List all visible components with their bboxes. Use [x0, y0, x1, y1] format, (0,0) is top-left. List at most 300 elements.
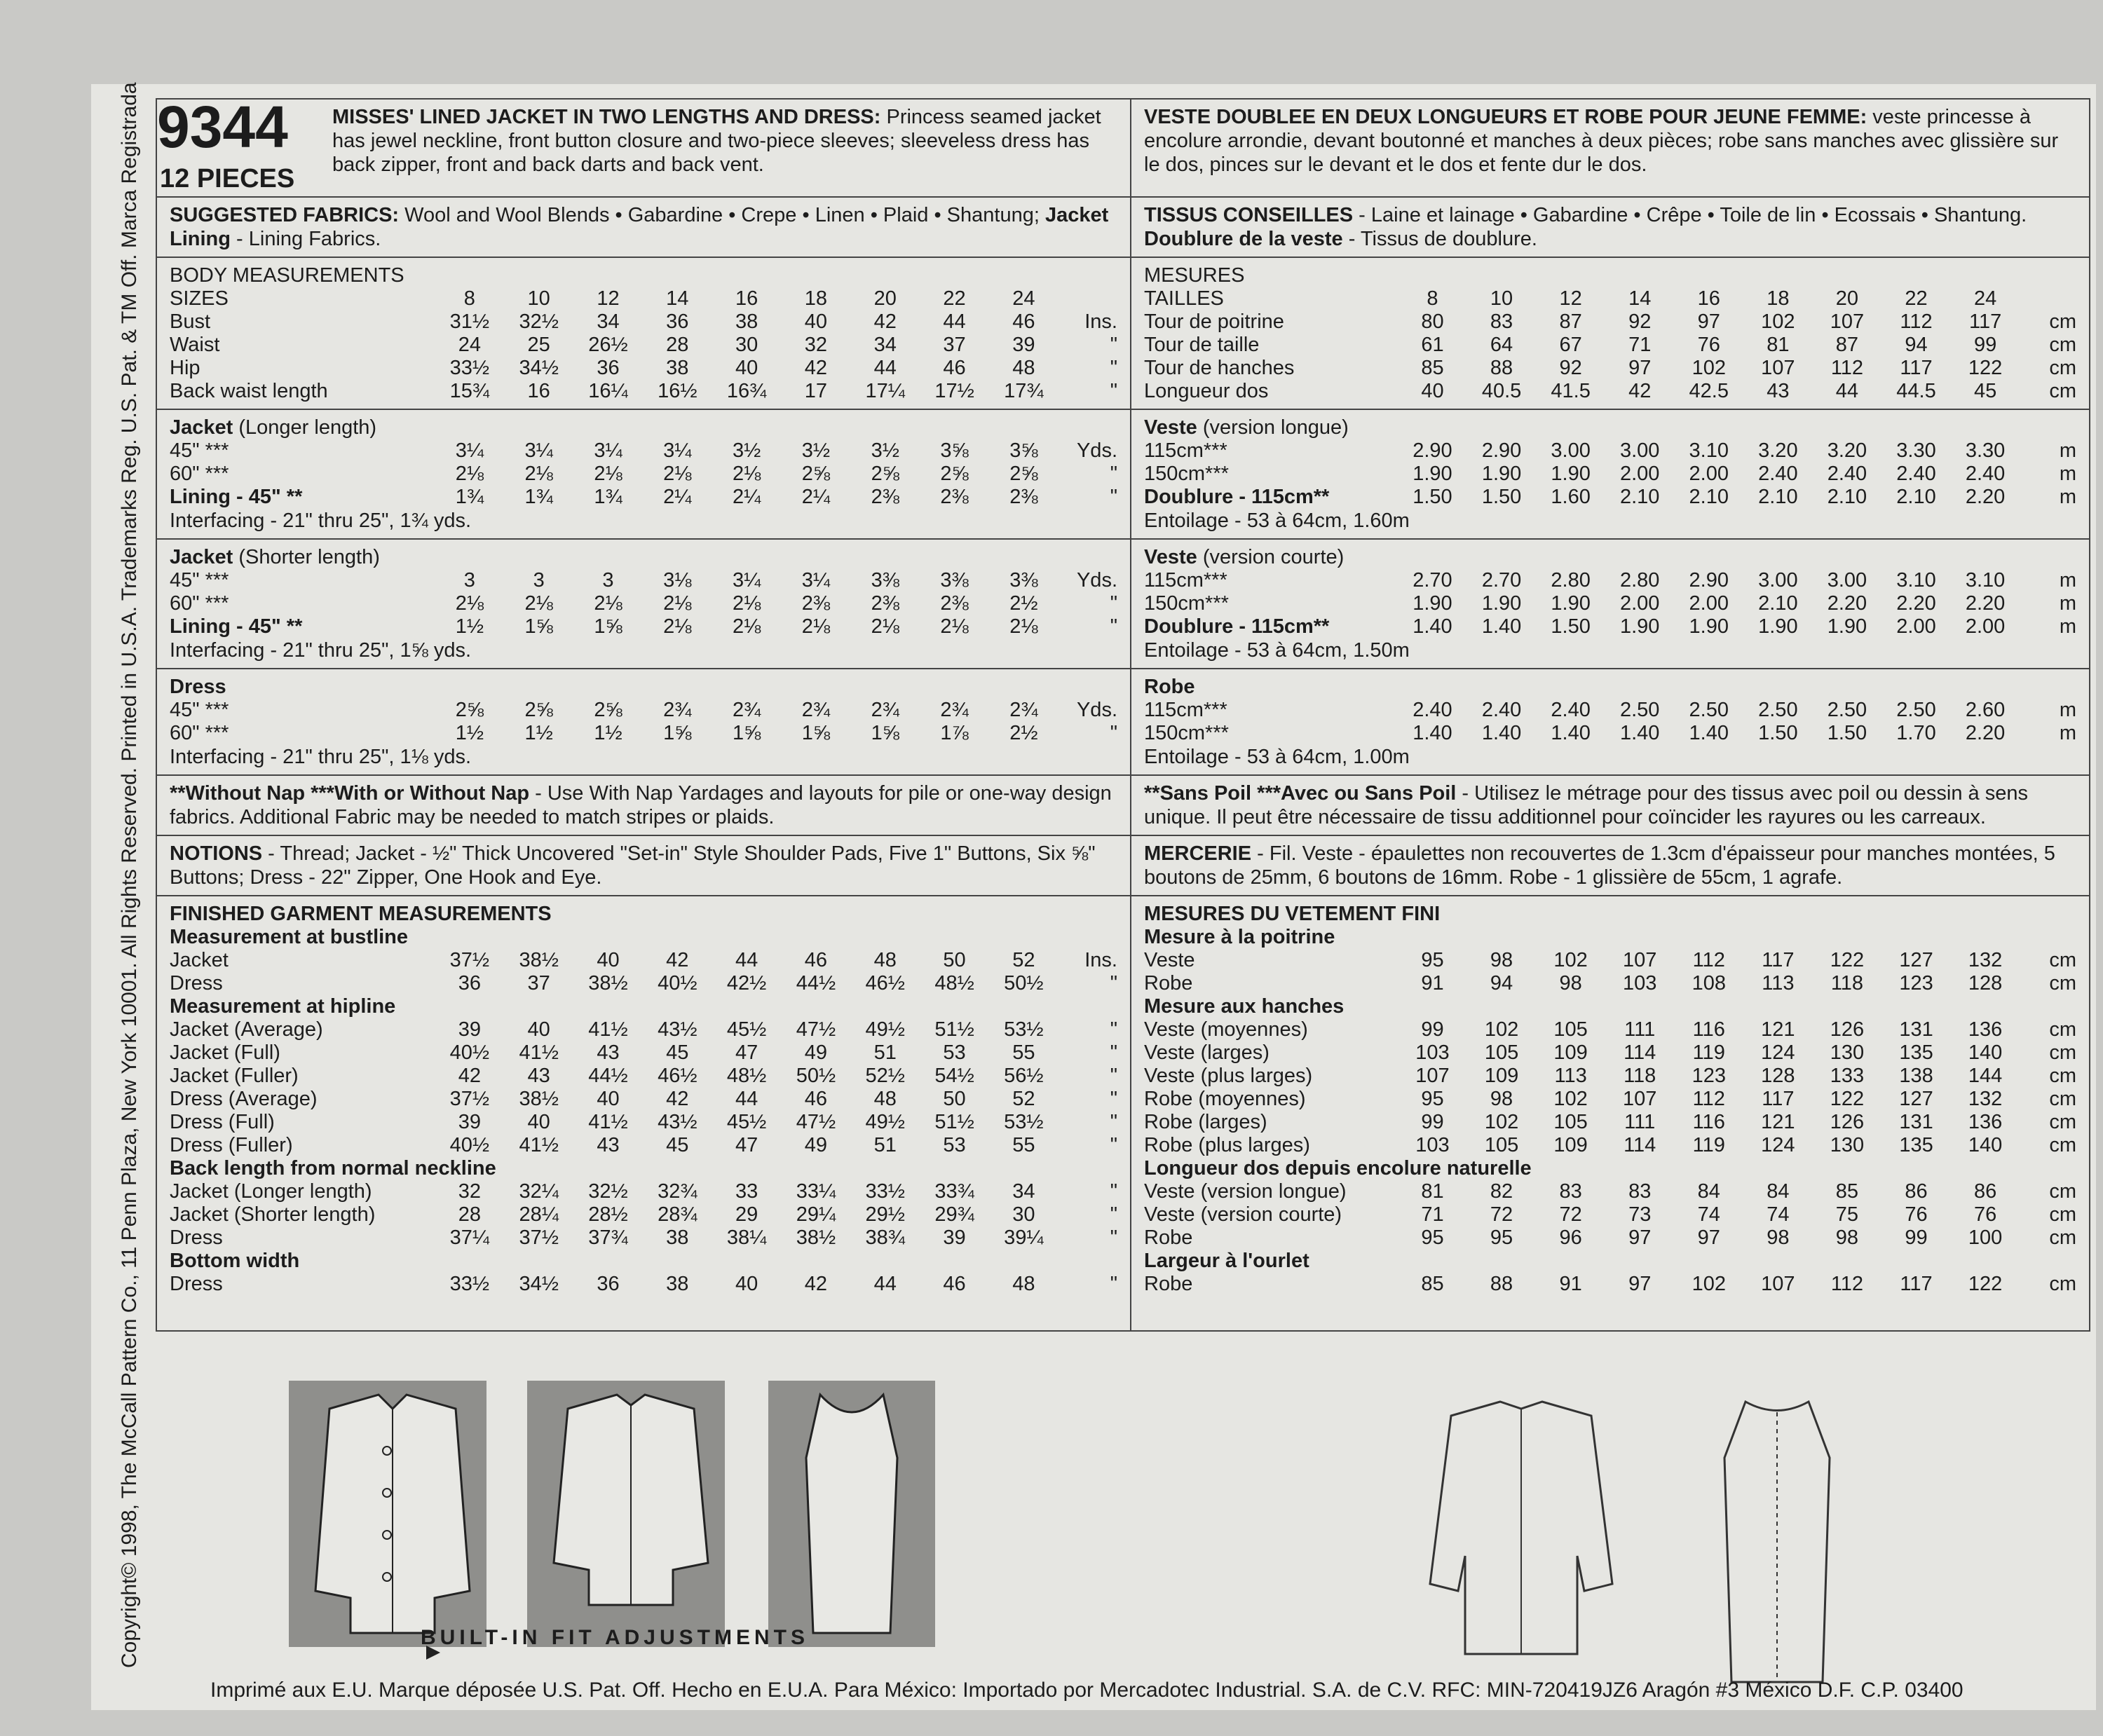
row-label: Waist — [170, 334, 220, 356]
cell: 99 — [1421, 1111, 1444, 1133]
cell: 42 — [1628, 380, 1652, 402]
cell: 2⅝ — [940, 463, 969, 485]
pieces-count: 12 PIECES — [160, 164, 295, 193]
cell: 2.00 — [1619, 463, 1660, 485]
cell: 88 — [1490, 1273, 1513, 1295]
cell: 38½ — [519, 1088, 559, 1110]
cell: 2.10 — [1758, 592, 1798, 615]
cell: 37 — [527, 972, 550, 995]
robe-table — [1144, 699, 2076, 745]
cell: 76 — [1697, 334, 1720, 356]
cell: cm — [2049, 1111, 2076, 1133]
cell: 131 — [1899, 1018, 1933, 1041]
cell: 1½ — [455, 615, 484, 638]
cell: 94 — [1905, 334, 1928, 356]
cell: 46 — [943, 357, 966, 379]
cell: 72 — [1559, 1203, 1582, 1226]
cell: 32 — [804, 334, 828, 356]
group-title-row — [1144, 1157, 2076, 1180]
table-row — [170, 334, 1117, 357]
cell: 105 — [1553, 1018, 1588, 1041]
cell: 38 — [666, 1226, 689, 1249]
table-row — [1144, 380, 2076, 403]
cell: 3¼ — [801, 569, 831, 592]
cell: 46 — [1012, 310, 1035, 333]
veste-sub: (version courte) — [1197, 546, 1345, 568]
cell: 28½ — [588, 1203, 628, 1226]
jacket-sub: (Shorter length) — [233, 546, 380, 568]
cell: 2⅛ — [455, 592, 484, 615]
cell: 17½ — [934, 380, 974, 402]
row-label: Jacket (Longer length) — [170, 1180, 372, 1203]
cell: 34½ — [519, 1273, 559, 1295]
suggested-fabrics — [157, 198, 1130, 258]
cell: " — [1110, 1180, 1117, 1203]
cell: 2.80 — [1551, 569, 1591, 592]
row-label: Back waist length — [170, 380, 328, 402]
finished-garment-measurements-fr — [1131, 896, 2089, 1301]
cell: 44 — [735, 949, 758, 971]
pattern-description — [332, 105, 1117, 177]
cell: 1.50 — [1827, 722, 1867, 744]
cell: 1¾ — [455, 486, 484, 508]
cell: 2⅝ — [594, 699, 622, 721]
table-row — [1144, 1041, 2076, 1065]
cell: 10 — [527, 287, 550, 310]
cell: 37 — [943, 334, 966, 356]
cell: " — [1110, 1088, 1117, 1110]
cell: 51 — [873, 1134, 897, 1156]
table-row — [170, 972, 1117, 995]
cell: 2⅜ — [801, 592, 831, 615]
cell: 42 — [666, 949, 689, 971]
cell: m — [2059, 463, 2076, 485]
table-row — [170, 380, 1117, 403]
table-row — [170, 699, 1117, 722]
nap-note-fr — [1131, 776, 2089, 836]
cell: 44 — [735, 1088, 758, 1110]
group-title: Longueur dos depuis encolure naturelle — [1144, 1157, 1532, 1180]
table-row — [170, 310, 1117, 334]
jacket-longer-table — [170, 439, 1117, 509]
cell: cm — [2049, 1226, 2076, 1249]
table-row — [1144, 1088, 2076, 1111]
cell: 85 — [1421, 1273, 1444, 1295]
nap-text: - Use With Nap Yardages and layouts for pile or one-way design fabrics. Additional Fabric may be needed to match stripes or plaids. — [170, 782, 1112, 828]
cell: 44½ — [796, 972, 836, 995]
cell: 2¾ — [732, 699, 761, 721]
cell: 24 — [1012, 287, 1035, 310]
cell: 44.5 — [1896, 380, 1936, 402]
cell: 108 — [1692, 972, 1726, 995]
row-label: Robe (plus larges) — [1144, 1134, 1310, 1156]
cell: 41½ — [519, 1041, 559, 1064]
cell: 2⅝ — [871, 463, 899, 485]
cell: 102 — [1553, 949, 1588, 971]
table-row — [170, 486, 1117, 509]
cell: 84 — [1697, 1180, 1720, 1203]
table-row — [170, 1134, 1117, 1157]
cell: 40 — [527, 1111, 550, 1133]
cell: 17 — [804, 380, 828, 402]
cell: 98 — [1490, 1088, 1513, 1110]
cell: 122 — [1968, 1273, 2003, 1295]
finished-title: MESURES DU VETEMENT FINI — [1144, 903, 1441, 925]
cell: 2⅛ — [663, 592, 692, 615]
jacket-line-drawing — [1430, 1402, 1612, 1654]
cell: 2⅛ — [940, 615, 969, 638]
cell: 2.40 — [1965, 463, 2006, 485]
cell — [2020, 287, 2076, 310]
cell: 113 — [1762, 972, 1795, 995]
cell: cm — [2049, 357, 2076, 379]
cell: 1⅝ — [663, 722, 692, 744]
cell: 99 — [1905, 1226, 1928, 1249]
table-row — [1144, 439, 2076, 463]
interfacing-note: Interfacing - 21" thru 25", 1⅝ yds. — [170, 639, 472, 662]
row-label: Lining - 45" ** — [170, 615, 303, 638]
cell: " — [1110, 1041, 1117, 1064]
jacket-longer-yardage — [157, 410, 1130, 540]
veste-label: Veste — [1144, 416, 1197, 439]
cell: 132 — [1968, 949, 2003, 971]
cell: 53½ — [1004, 1111, 1044, 1133]
row-label: Veste — [1144, 949, 1195, 971]
lining-text: - Lining Fabrics. — [230, 228, 381, 250]
cell: 81 — [1421, 1180, 1444, 1203]
cell: 1.40 — [1551, 722, 1591, 744]
cell: 97 — [1628, 1226, 1652, 1249]
row-label: 115cm*** — [1144, 569, 1227, 592]
cell: 37½ — [449, 949, 490, 971]
cell: 2.50 — [1896, 699, 1936, 721]
cell: 41½ — [519, 1134, 559, 1156]
table-row — [1144, 1111, 2076, 1134]
cell: 1.40 — [1481, 615, 1522, 638]
cell: 48½ — [934, 972, 974, 995]
entoilage-note: Entoilage - 53 à 64cm, 1.00m — [1144, 746, 1410, 768]
cell: 2¼ — [801, 486, 831, 508]
cell: 98 — [1835, 1226, 1859, 1249]
cell: 2⅛ — [732, 615, 761, 638]
table-row — [170, 1203, 1117, 1226]
cell: 127 — [1899, 1088, 1933, 1110]
row-label: Jacket (Full) — [170, 1041, 280, 1064]
cell: 41½ — [588, 1018, 628, 1041]
cell: 49 — [804, 1041, 828, 1064]
cell: 1¾ — [594, 486, 622, 508]
cell: 50 — [943, 949, 966, 971]
jacket-shorter-title — [170, 545, 1117, 569]
cell: " — [1110, 1111, 1117, 1133]
cell: 83 — [1559, 1180, 1582, 1203]
finished-title: FINISHED GARMENT MEASUREMENTS — [170, 903, 552, 925]
cell: 42 — [666, 1088, 689, 1110]
cell: 1⅝ — [594, 615, 622, 638]
interfacing-note: Interfacing - 21" thru 25", 1⅛ yds. — [170, 746, 472, 768]
cell: 3 — [602, 569, 614, 592]
cell: 1.90 — [1689, 615, 1729, 638]
cell: 111 — [1624, 1111, 1656, 1133]
table-row — [1144, 569, 2076, 592]
cell: 39 — [1012, 334, 1035, 356]
cell: 46 — [943, 1273, 966, 1295]
cell: 98 — [1767, 1226, 1790, 1249]
cell: 2⅛ — [663, 463, 692, 485]
row-label: Robe (larges) — [1144, 1111, 1267, 1133]
cell: 29¼ — [796, 1203, 836, 1226]
cell: 76 — [1905, 1203, 1928, 1226]
cell: 12 — [1559, 287, 1582, 310]
cell: 102 — [1692, 357, 1726, 379]
cell: 102 — [1484, 1018, 1519, 1041]
cell: Yds. — [1076, 699, 1117, 721]
cell: 131 — [1899, 1111, 1933, 1133]
cell: 2⅛ — [455, 463, 484, 485]
cell: 107 — [1761, 1273, 1795, 1295]
cell: 84 — [1767, 1180, 1790, 1203]
cell: 18 — [804, 287, 828, 310]
cell: 112 — [1692, 949, 1725, 971]
cell: 100 — [1968, 1226, 2003, 1249]
cell: 49½ — [865, 1111, 905, 1133]
cell: 91 — [1421, 972, 1444, 995]
cell: 2.50 — [1689, 699, 1729, 721]
sizes-row — [1144, 287, 2076, 310]
cell: 86 — [1905, 1180, 1928, 1203]
group-title-row — [1144, 926, 2076, 949]
table-row — [170, 615, 1117, 638]
cell: " — [1110, 1273, 1117, 1295]
cell: Yds. — [1076, 569, 1117, 592]
cell: 50½ — [796, 1065, 836, 1087]
cell: 12 — [597, 287, 620, 310]
row-label: Veste (version longue) — [1144, 1180, 1347, 1203]
nap-label: **Without Nap ***With or Without Nap — [170, 782, 530, 805]
group-title: Measurement at bustline — [170, 926, 409, 948]
cell: 87 — [1835, 334, 1859, 356]
cell: 64 — [1490, 334, 1513, 356]
cell: 99 — [1973, 334, 1997, 356]
cell: 2.50 — [1619, 699, 1660, 721]
english-panel — [156, 94, 1131, 1332]
cell: 38½ — [519, 949, 559, 971]
robe-yardage — [1131, 669, 2089, 776]
group-title-row — [170, 995, 1117, 1018]
jacket-shorter-table — [170, 569, 1117, 638]
cell: 3.00 — [1758, 569, 1798, 592]
cell: 102 — [1692, 1273, 1726, 1295]
cell: 3⅜ — [1009, 569, 1038, 592]
body-measurements-title: MESURES — [1144, 264, 1245, 287]
cell: 29½ — [865, 1203, 905, 1226]
table-row — [1144, 1065, 2076, 1088]
cell: 2⅜ — [940, 486, 969, 508]
row-label: 60" *** — [170, 592, 229, 615]
table-row — [170, 439, 1117, 463]
cell: 3.10 — [1689, 439, 1729, 462]
cell: 43 — [527, 1065, 550, 1087]
cell: 40 — [735, 357, 758, 379]
cell: 107 — [1623, 949, 1657, 971]
cell: 97 — [1697, 310, 1720, 333]
cell: 117 — [1900, 357, 1933, 379]
jacket-shorter-yardage — [157, 540, 1130, 669]
cell: 2.00 — [1965, 615, 2006, 638]
cell: 3.10 — [1965, 569, 2006, 592]
cell: 2⅛ — [663, 615, 692, 638]
cell: 2⅛ — [732, 592, 761, 615]
cell: " — [1110, 972, 1117, 995]
cell: 1.40 — [1413, 615, 1452, 638]
cell: 80 — [1421, 310, 1444, 333]
cell: cm — [2049, 1088, 2076, 1110]
cell: 41½ — [588, 1111, 628, 1133]
cell: cm — [2049, 1203, 2076, 1226]
cell: 112 — [1900, 310, 1933, 333]
cell: 31½ — [449, 310, 490, 333]
veste-label: Veste — [1144, 546, 1197, 568]
notions-text: - Thread; Jacket - ½" Thick Uncovered "Set-in" Style Shoulder Pads, Five 1" Buttons, Six ⅝" Buttons; Dress - 22" Zipper, One Hook and Eye. — [170, 842, 1096, 889]
finished-table — [170, 926, 1117, 1296]
cell: Yds. — [1076, 439, 1117, 462]
cell: 61 — [1421, 334, 1444, 356]
row-label: Jacket — [170, 949, 229, 971]
row-label: Robe — [1144, 1226, 1193, 1249]
title-rest: veste princesse à encolure arrondie, devant boutonné et manches à deux pièces; robe sans manches avec glissière sur le dos, pinces sur le devant et le dos et fente dur le dos. — [1144, 106, 2059, 176]
cell: 20 — [873, 287, 897, 310]
cell: 1.50 — [1758, 722, 1798, 744]
cell: 53½ — [1004, 1018, 1044, 1041]
table-row — [1144, 310, 2076, 334]
nap-note — [157, 776, 1130, 836]
table-row — [1144, 615, 2076, 638]
cell: 38 — [666, 357, 689, 379]
cell: 109 — [1553, 1041, 1588, 1064]
cell: 32¾ — [658, 1180, 697, 1203]
cell: 3.30 — [1896, 439, 1936, 462]
cell: 1.40 — [1689, 722, 1729, 744]
cell: 39 — [458, 1111, 481, 1133]
notions-text: - Fil. Veste - épaulettes non recouvertes de 1.3cm d'épaisseur pour manches montées, 5 boutons de 25mm, 6 boutons de 16mm. Robe - 1 glissière de 55cm, 1 agrafe. — [1144, 842, 2055, 889]
cell: Ins. — [1084, 949, 1117, 971]
cell: 116 — [1692, 1111, 1725, 1133]
cell: 105 — [1484, 1134, 1519, 1156]
cell: 1½ — [455, 722, 484, 744]
cell: 3⅝ — [940, 439, 969, 462]
cell: 45½ — [726, 1018, 767, 1041]
cell: 105 — [1553, 1111, 1588, 1133]
cell: " — [1110, 1226, 1117, 1249]
row-label: Longueur dos — [1144, 380, 1269, 402]
cell: 123 — [1692, 1065, 1726, 1087]
group-title-row — [170, 926, 1117, 949]
row-label: 115cm*** — [1144, 439, 1227, 462]
cell: 32½ — [588, 1180, 628, 1203]
row-label: Lining - 45" ** — [170, 486, 303, 508]
cell: cm — [2049, 1041, 2076, 1064]
table-row — [1144, 699, 2076, 722]
cell: m — [2059, 699, 2076, 721]
table-row — [1144, 334, 2076, 357]
row-label: Bust — [170, 310, 211, 333]
cell: 1.50 — [1551, 615, 1591, 638]
cell: 47½ — [796, 1018, 836, 1041]
entoilage-note: Entoilage - 53 à 64cm, 1.50m — [1144, 639, 1410, 662]
cell: 1⅝ — [871, 722, 899, 744]
cell: 2⅝ — [455, 699, 484, 721]
table-row — [170, 1065, 1117, 1088]
cell: 44 — [873, 357, 897, 379]
dress-yardage — [157, 669, 1130, 776]
cell: 42 — [873, 310, 897, 333]
dress-front-illustration — [768, 1381, 935, 1647]
cell: 2⅝ — [801, 463, 831, 485]
cell: 2⅝ — [1009, 463, 1038, 485]
cell: 38¼ — [726, 1226, 767, 1249]
cell: 40 — [735, 1273, 758, 1295]
row-label: Jacket (Fuller) — [170, 1065, 299, 1087]
cell: 47 — [735, 1041, 758, 1064]
cell: 122 — [1830, 1088, 1865, 1110]
cell: 2.20 — [1965, 592, 2006, 615]
cell: 1.90 — [1413, 592, 1452, 615]
cell: 1.90 — [1481, 592, 1522, 615]
cell: 28 — [666, 334, 689, 356]
row-label: 150cm*** — [1144, 592, 1229, 615]
table-row — [1144, 1273, 2076, 1296]
cell: 28¾ — [658, 1203, 697, 1226]
cell: 18 — [1767, 287, 1790, 310]
cell: 54½ — [934, 1065, 974, 1087]
row-label: Tour de hanches — [1144, 357, 1295, 379]
veste-courte-title — [1144, 545, 2076, 569]
cell: 140 — [1968, 1041, 2003, 1064]
cell: 1⅞ — [940, 722, 969, 744]
cell: 22 — [943, 287, 966, 310]
cell: 43 — [597, 1134, 620, 1156]
cell: m — [2059, 722, 2076, 744]
cell: cm — [2049, 1273, 2076, 1295]
cell: 14 — [1628, 287, 1652, 310]
cell: cm — [2049, 380, 2076, 402]
sizes-row — [170, 287, 1117, 310]
cell: 48 — [1012, 357, 1035, 379]
cell: 1.90 — [1551, 463, 1591, 485]
cell: 20 — [1835, 287, 1859, 310]
cell: 3⅜ — [871, 569, 899, 592]
cell: 44½ — [588, 1065, 628, 1087]
veste-courte-table — [1144, 569, 2076, 638]
cell: 3¼ — [524, 439, 553, 462]
finished-garment-measurements — [157, 896, 1130, 1301]
row-label: Robe (moyennes) — [1144, 1088, 1306, 1110]
pattern-header — [157, 94, 1130, 198]
cell: 40½ — [449, 1134, 490, 1156]
cell: m — [2059, 615, 2076, 638]
cell: 36 — [597, 357, 620, 379]
cell: 43 — [1767, 380, 1790, 402]
cell: 22 — [1905, 287, 1928, 310]
cell: 1.40 — [1619, 722, 1660, 744]
cell: 1.50 — [1481, 486, 1522, 508]
pattern-header-fr — [1131, 100, 2089, 198]
cell: 37½ — [519, 1226, 559, 1249]
cell: 1.90 — [1758, 615, 1798, 638]
cell: m — [2059, 569, 2076, 592]
cell: 138 — [1899, 1065, 1933, 1087]
cell: 40 — [597, 1088, 620, 1110]
